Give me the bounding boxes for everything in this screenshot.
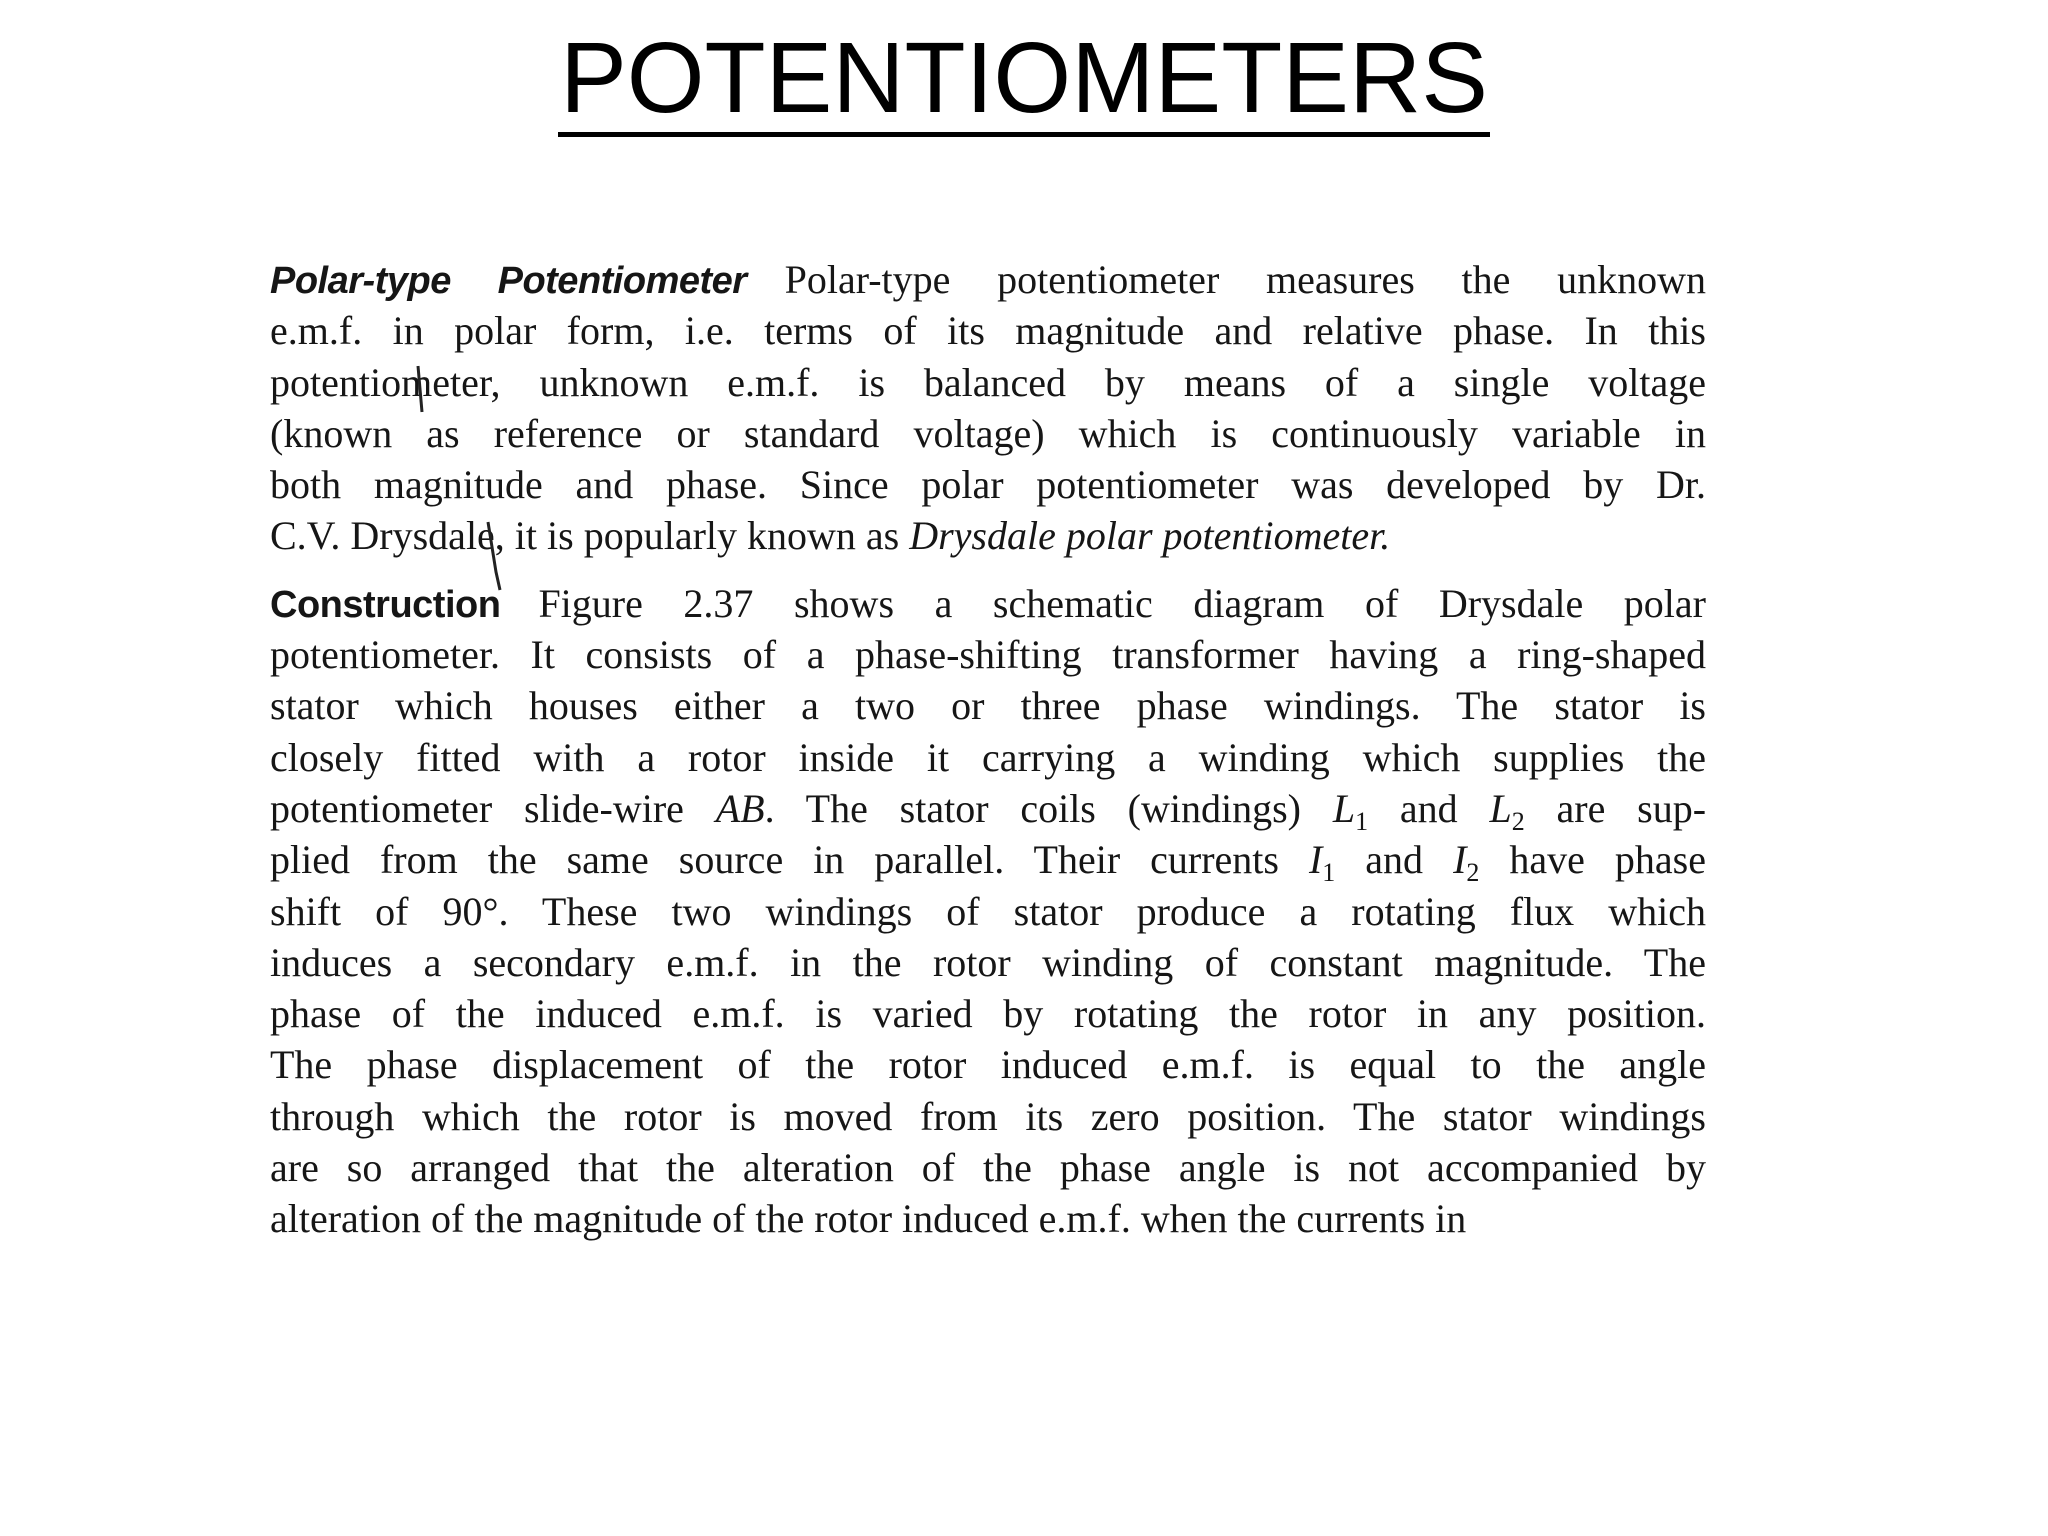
subscript: 1 — [1322, 858, 1336, 888]
text-run: and — [1368, 785, 1490, 831]
text-line — [270, 680, 1706, 731]
text-run: have phase — [1479, 837, 1706, 883]
text-line — [270, 886, 1706, 937]
text-line — [270, 254, 1706, 305]
text-line — [270, 1091, 1706, 1142]
text-line — [270, 305, 1706, 356]
paragraph-polar-type — [270, 254, 1706, 562]
text-run: potentiometer, unknown e.m.f. is balanced by means of a single voltage — [270, 359, 1706, 405]
text-run: potentiometer. It consists of a phase-shifting transformer having a ring-shaped — [270, 632, 1706, 678]
text-run: closely fitted with a rotor inside it carrying a winding which supplies the — [270, 734, 1706, 780]
text-run: AB — [715, 785, 765, 831]
text-run: through which the rotor is moved from its zero position. The stator windings — [270, 1093, 1706, 1139]
text-run: C.V. Drysdale, it is popularly known as — [270, 513, 910, 559]
text-run: potentiometer slide-wire — [270, 785, 716, 831]
text-run: alteration of the magnitude of the rotor induced e.m.f. when the currents in — [270, 1196, 1467, 1242]
text-run: I — [1453, 837, 1467, 883]
text-line — [270, 459, 1706, 510]
text-run: shift of 90°. These two windings of stator produce a rotating flux which — [270, 888, 1706, 934]
text-line — [270, 357, 1706, 408]
text-run: (known as reference or standard voltage) which is continuously variable in — [270, 410, 1706, 456]
text-run: are sup- — [1524, 785, 1707, 831]
text-line — [270, 732, 1706, 783]
text-run: Figure 2.37 shows a schematic diagram of Drysdale polar — [538, 580, 1706, 626]
subscript: 2 — [1511, 806, 1525, 836]
text-run: stator which houses either a two or three phase windings. The stator is — [270, 683, 1706, 729]
text-run: both magnitude and phase. Since polar potentiometer was developed by Dr. — [270, 462, 1706, 508]
text-line — [270, 510, 1706, 561]
text-line — [270, 1142, 1706, 1193]
slide-title — [0, 18, 2048, 138]
text-line — [270, 629, 1706, 680]
text-run: and — [1335, 837, 1454, 883]
text-run: plied from the same source in parallel. Their currents — [270, 837, 1309, 883]
text-line — [270, 783, 1706, 834]
text-run: induces a secondary e.m.f. in the rotor winding of constant magnitude. The — [270, 939, 1706, 985]
paragraph-heading: Polar-type Potentiometer — [270, 260, 747, 302]
text-line — [270, 834, 1706, 888]
text-run: phase of the induced e.m.f. is varied by rotating the rotor in any position. — [270, 991, 1706, 1037]
text-line — [270, 988, 1706, 1039]
text-line — [270, 578, 1706, 629]
subscript: 1 — [1355, 806, 1369, 836]
subscript: 2 — [1466, 858, 1480, 888]
text-line — [270, 408, 1706, 459]
text-run: are so arranged that the alteration of the phase angle is not accompanied by — [270, 1145, 1706, 1191]
text-line — [270, 1193, 1706, 1244]
text-run: Drysdale polar potentiometer. — [909, 513, 1391, 559]
text-run: I — [1308, 837, 1323, 883]
paragraph-construction — [270, 578, 1706, 1245]
text-run: e.m.f. in polar form, i.e. terms of its magnitude and relative phase. In this — [270, 308, 1706, 354]
slide-title-text: POTENTIOMETERS — [558, 24, 1490, 137]
text-run: L — [1489, 785, 1512, 831]
text-run: . The stator coils (windings) — [764, 785, 1333, 831]
scanned-text-excerpt — [270, 254, 1706, 1245]
paragraph-heading: Construction — [270, 583, 501, 626]
text-line — [270, 1039, 1706, 1090]
text-run: The phase displacement of the rotor induced e.m.f. is equal to the angle — [270, 1042, 1706, 1088]
text-run: Polar-type potentiometer measures the unknown — [784, 257, 1706, 302]
text-run: L — [1332, 785, 1356, 831]
text-line — [270, 937, 1706, 988]
